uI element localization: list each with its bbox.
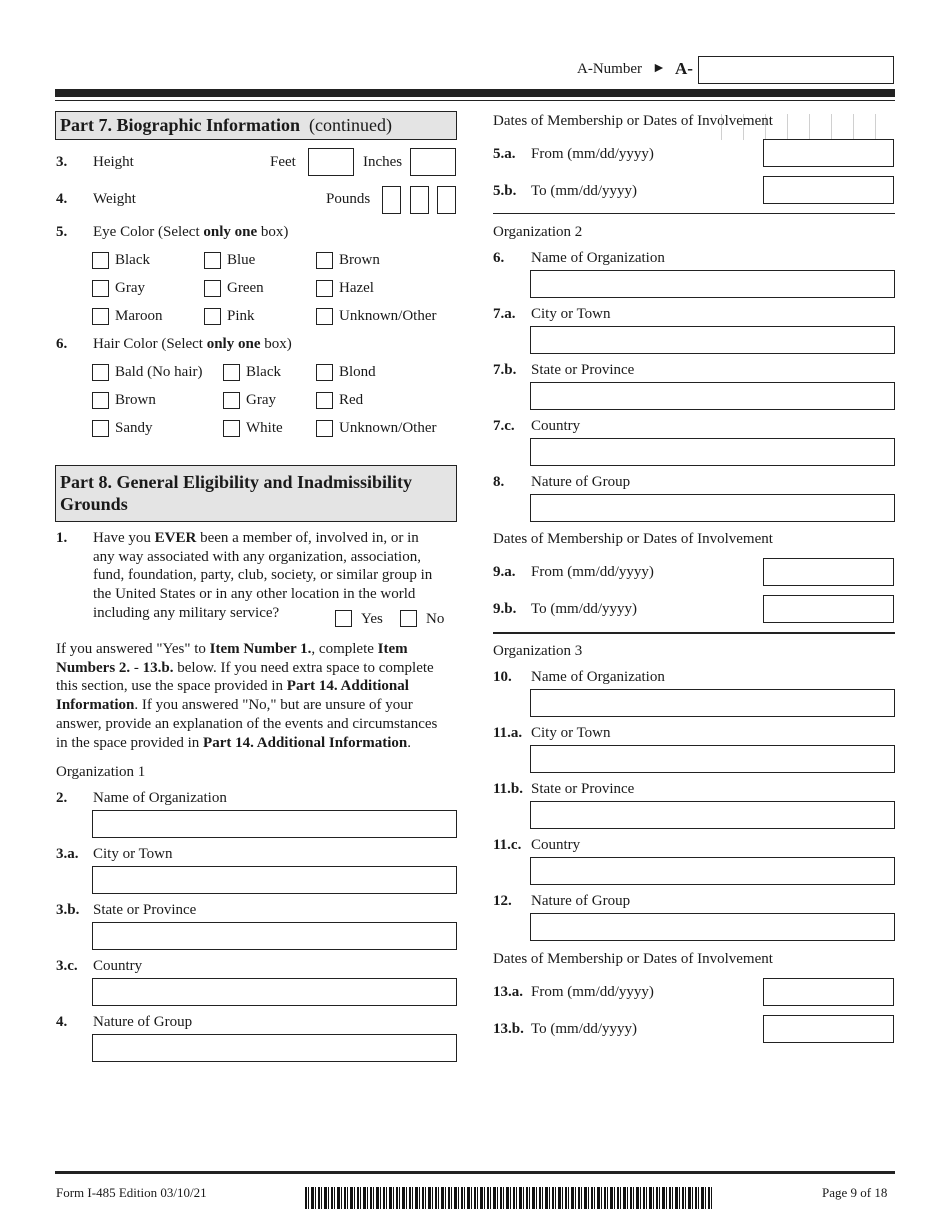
yes-label: Yes (361, 611, 383, 627)
anumber-input[interactable] (698, 56, 894, 84)
section-divider (493, 632, 895, 634)
org3-nature-input[interactable] (530, 913, 895, 941)
inches-label: Inches (363, 154, 403, 170)
item-number: 5.b. (493, 183, 517, 199)
eye-green-checkbox[interactable] (204, 280, 221, 297)
height-label: Height (93, 154, 134, 170)
hair-bald-checkbox[interactable] (92, 364, 109, 381)
hair-option-label: Sandy (115, 420, 153, 436)
field-label: State or Province (93, 902, 197, 918)
field-label: City or Town (93, 846, 173, 862)
hair-blond-checkbox[interactable] (316, 364, 333, 381)
item-number: 3.b. (56, 902, 80, 918)
org3-from-date-input[interactable] (763, 978, 894, 1006)
field-label: State or Province (531, 781, 635, 797)
org2-city-input[interactable] (530, 326, 895, 354)
field-label: Name of Organization (93, 790, 227, 806)
eye-option-label: Pink (227, 308, 255, 324)
hair-option-label: Brown (115, 392, 156, 408)
pounds-label: Pounds (326, 191, 371, 207)
weight-digit-2[interactable] (410, 186, 429, 214)
eye-option-label: Maroon (115, 308, 163, 324)
field-label: From (mm/dd/yyyy) (531, 984, 654, 1000)
page-number: Page 9 of 18 (822, 1185, 888, 1200)
hair-option-label: Black (246, 364, 281, 380)
item-number: 7.a. (493, 306, 516, 322)
item-number: 3.a. (56, 846, 79, 862)
item-number: 6. (56, 336, 68, 352)
item-number: 7.c. (493, 418, 515, 434)
dates3-title: Dates of Membership or Dates of Involvement (493, 951, 773, 967)
hair-option-label: Bald (No hair) (115, 364, 203, 380)
field-label: To (mm/dd/yyyy) (531, 1021, 638, 1037)
field-label: Nature of Group (93, 1014, 193, 1030)
item-number: 9.b. (493, 601, 517, 617)
org1-country-input[interactable] (92, 978, 457, 1006)
org2-country-input[interactable] (530, 438, 895, 466)
height-inches-input[interactable] (410, 148, 456, 176)
height-feet-input[interactable] (308, 148, 354, 176)
form-edition: Form I-485 Edition 03/10/21 (56, 1185, 207, 1200)
field-label: Nature of Group (531, 474, 631, 490)
eye-option-label: Black (115, 252, 150, 268)
field-label: City or Town (531, 725, 611, 741)
item-number: 4. (56, 191, 68, 207)
hair-color-label: Hair Color (Select only one box) (93, 336, 292, 352)
item-number: 3. (56, 154, 68, 170)
org1-from-date-input[interactable] (763, 139, 894, 167)
field-label: Country (531, 837, 581, 853)
feet-label: Feet (270, 154, 296, 170)
field-label: City or Town (531, 306, 611, 322)
q1-no-checkbox[interactable] (400, 610, 417, 627)
hair-gray-checkbox[interactable] (223, 392, 240, 409)
eye-option-label: Gray (115, 280, 145, 296)
org2-name-input[interactable] (530, 270, 895, 298)
part8-title: Part 8. General Eligibility and Inadmissibility Grounds (55, 465, 457, 522)
item-number: 8. (493, 474, 505, 490)
anumber-cell (831, 114, 854, 140)
weight-digit-1[interactable] (382, 186, 401, 214)
dates1-title: Dates of Membership or Dates of Involvement (493, 113, 773, 129)
eye-option-label: Brown (339, 252, 380, 268)
item-number: 10. (493, 669, 512, 685)
hair-option-label: White (246, 420, 283, 436)
hair-black-checkbox[interactable] (223, 364, 240, 381)
eye-black-checkbox[interactable] (92, 252, 109, 269)
item-number: 2. (56, 790, 68, 806)
eye-color-label: Eye Color (Select only one box) (93, 224, 289, 240)
org3-title: Organization 3 (493, 643, 583, 659)
eye-blue-checkbox[interactable] (204, 252, 221, 269)
org1-nature-input[interactable] (92, 1034, 457, 1062)
field-label: Country (93, 958, 143, 974)
anumber-cell (809, 114, 832, 140)
anumber-cell (853, 114, 876, 140)
field-label: To (mm/dd/yyyy) (531, 183, 638, 199)
hair-unknown-checkbox[interactable] (316, 420, 333, 437)
org1-name-input[interactable] (92, 810, 457, 838)
dates2-title: Dates of Membership or Dates of Involvement (493, 531, 773, 547)
org2-title: Organization 2 (493, 224, 583, 240)
eye-option-label: Green (227, 280, 264, 296)
hair-option-label: Red (339, 392, 364, 408)
hair-sandy-checkbox[interactable] (92, 420, 109, 437)
field-label: From (mm/dd/yyyy) (531, 564, 654, 580)
field-label: State or Province (531, 362, 635, 378)
hair-option-label: Gray (246, 392, 276, 408)
header-rule-thin (55, 100, 895, 101)
anumber-label: A-Number (577, 61, 642, 77)
hair-option-label: Unknown/Other (339, 420, 437, 436)
item-number: 6. (493, 250, 505, 266)
org2-to-date-input[interactable] (763, 595, 894, 623)
q1-text: Have you EVER been a member of, involved in, or in any way associated with any organization, association, fund, foundation, party, club, society, or similar group in the United States or in any other location in the world including any military service? (93, 530, 433, 621)
weight-label: Weight (93, 191, 136, 207)
section-divider (493, 213, 895, 214)
eye-gray-checkbox[interactable] (92, 280, 109, 297)
hair-red-checkbox[interactable] (316, 392, 333, 409)
org3-to-date-input[interactable] (763, 1015, 894, 1043)
item-number: 11.b. (493, 781, 524, 797)
eye-hazel-checkbox[interactable] (316, 280, 333, 297)
item-number: 5.a. (493, 146, 516, 162)
weight-digit-3[interactable] (437, 186, 456, 214)
org1-city-input[interactable] (92, 866, 457, 894)
item-number: 11.c. (493, 837, 522, 853)
field-label: Nature of Group (531, 893, 631, 909)
hair-white-checkbox[interactable] (223, 420, 240, 437)
item-number: 4. (56, 1014, 68, 1030)
anumber-prefix: A- (675, 59, 693, 78)
org3-name-input[interactable] (530, 689, 895, 717)
part7-title: Part 7. Biographic Information (continued) (55, 111, 457, 140)
item-number: 9.a. (493, 564, 516, 580)
item-number: 1. (56, 530, 68, 546)
eye-option-label: Hazel (339, 280, 374, 296)
item-number: 3.c. (56, 958, 78, 974)
org3-country-input[interactable] (530, 857, 895, 885)
q1-yes-checkbox[interactable] (335, 610, 352, 627)
org3-city-input[interactable] (530, 745, 895, 773)
no-label: No (426, 611, 445, 627)
field-label: Name of Organization (531, 669, 665, 685)
hair-brown-checkbox[interactable] (92, 392, 109, 409)
header-rule-thick (55, 89, 895, 97)
eye-unknown-checkbox[interactable] (316, 308, 333, 325)
instructions-paragraph: If you answered "Yes" to Item Number 1., complete Item Numbers 2. - 13.b. below. If you need extra space to complete this section, use the space provided in Part 14. Additional Information. If you answered "No," but are unsure of your answer, provide an explanation of the events and circumstances in the space provided in Part 14. Additional Information. (56, 641, 438, 751)
field-label: Name of Organization (531, 250, 665, 266)
item-number: 11.a. (493, 725, 523, 741)
anumber-cell (787, 114, 810, 140)
field-label: To (mm/dd/yyyy) (531, 601, 638, 617)
item-number: 13.a. (493, 984, 523, 1000)
field-label: Country (531, 418, 581, 434)
item-number: 7.b. (493, 362, 517, 378)
org2-state-input[interactable] (530, 382, 895, 410)
eye-pink-checkbox[interactable] (204, 308, 221, 325)
org2-nature-input[interactable] (530, 494, 895, 522)
org1-state-input[interactable] (92, 922, 457, 950)
footer-rule (55, 1171, 895, 1174)
field-label: From (mm/dd/yyyy) (531, 146, 654, 162)
org1-to-date-input[interactable] (763, 176, 894, 204)
item-number: 12. (493, 893, 512, 909)
hair-option-label: Blond (339, 364, 376, 380)
item-number: 5. (56, 224, 68, 240)
eye-brown-checkbox[interactable] (316, 252, 333, 269)
eye-maroon-checkbox[interactable] (92, 308, 109, 325)
arrow-right-icon: ► (652, 61, 666, 76)
org2-from-date-input[interactable] (763, 558, 894, 586)
eye-option-label: Blue (227, 252, 256, 268)
org1-title: Organization 1 (56, 764, 146, 780)
org3-state-input[interactable] (530, 801, 895, 829)
barcode (305, 1187, 712, 1209)
item-number: 13.b. (493, 1021, 524, 1037)
eye-option-label: Unknown/Other (339, 308, 437, 324)
